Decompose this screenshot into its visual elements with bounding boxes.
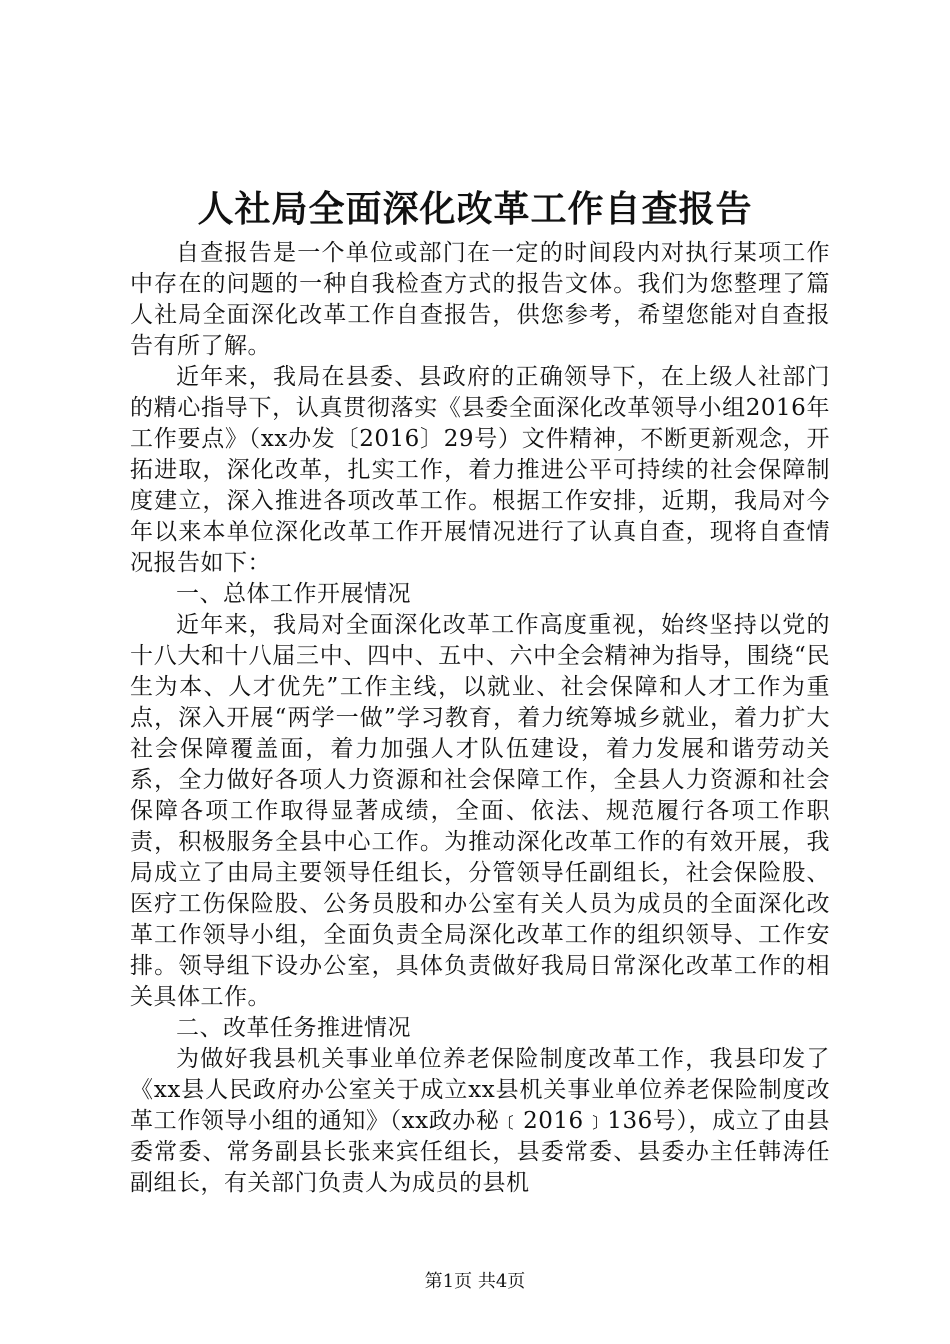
paragraph-section-2: 为做好我县机关事业单位养老保险制度改革工作，我县印发了《xx县人民政府办公室关于成立xx县机关事业单位养老保险制度改革工作领导小组的通知》（xx政办秘﹝2016﹞136号），成立了由县委常委、常务副县长张来宾任组长，县委常委、县委办主任韩涛任副组长，有关部门负责人为成员的县机 [130, 1046, 830, 1196]
section-heading-1: 一、总体工作开展情况 [176, 581, 411, 607]
paragraph-background: 近年来，我局在县委、县政府的正确领导下，在上级人社部门的精心指导下，认真贯彻落实《县委全面深化改革领导小组2016年工作要点》（xx办发〔2016〕29号）文件精神，不断更新观念，开拓进取，深化改革，扎实工作，着力推进公平可持续的社会保障制度建立，深入推进各项改革工作。根据工作安排，近期，我局对今年以来本单位深化改革工作开展情况进行了认真自查，现将自查情况报告如下： [130, 364, 830, 576]
document-title: 人社局全面深化改革工作自查报告 [197, 188, 753, 230]
section-heading-2: 二、改革任务推进情况 [176, 1015, 411, 1041]
page-number-footer: 第1页 共4页 [424, 1271, 526, 1292]
document-body [130, 238, 830, 1199]
paragraph-section-1: 近年来，我局对全面深化改革工作高度重视，始终坚持以党的十八大和十八届三中、四中、五中、六中全会精神为指导，围绕“民生为本、人才优先”工作主线，以就业、社会保障和人才工作为重点，深入开展“两学一做”学习教育，着力统筹城乡就业，着力扩大社会保障覆盖面，着力加强人才队伍建设，着力发展和谐劳动关系，全力做好各项人力资源和社会保障工作，全县人力资源和社会保障各项工作取得显著成绩，全面、依法、规范履行各项工作职责，积极服务全县中心工作。为推动深化改革工作的有效开展，我局成立了由局主要领导任组长，分管领导任副组长，社会保险股、医疗工伤保险股、公务员股和办公室有关人员为成员的全面深化改革工作领导小组，全面负责全局深化改革工作的组织领导、工作安排。领导组下设办公室，具体负责做好我局日常深化改革工作的相关具体工作。 [130, 612, 830, 1010]
paragraph-intro: 自查报告是一个单位或部门在一定的时间段内对执行某项工作中存在的问题的一种自我检查方式的报告文体。我们为您整理了篇人社局全面深化改革工作自查报告，供您参考，希望您能对自查报告有所了解。 [130, 240, 830, 359]
